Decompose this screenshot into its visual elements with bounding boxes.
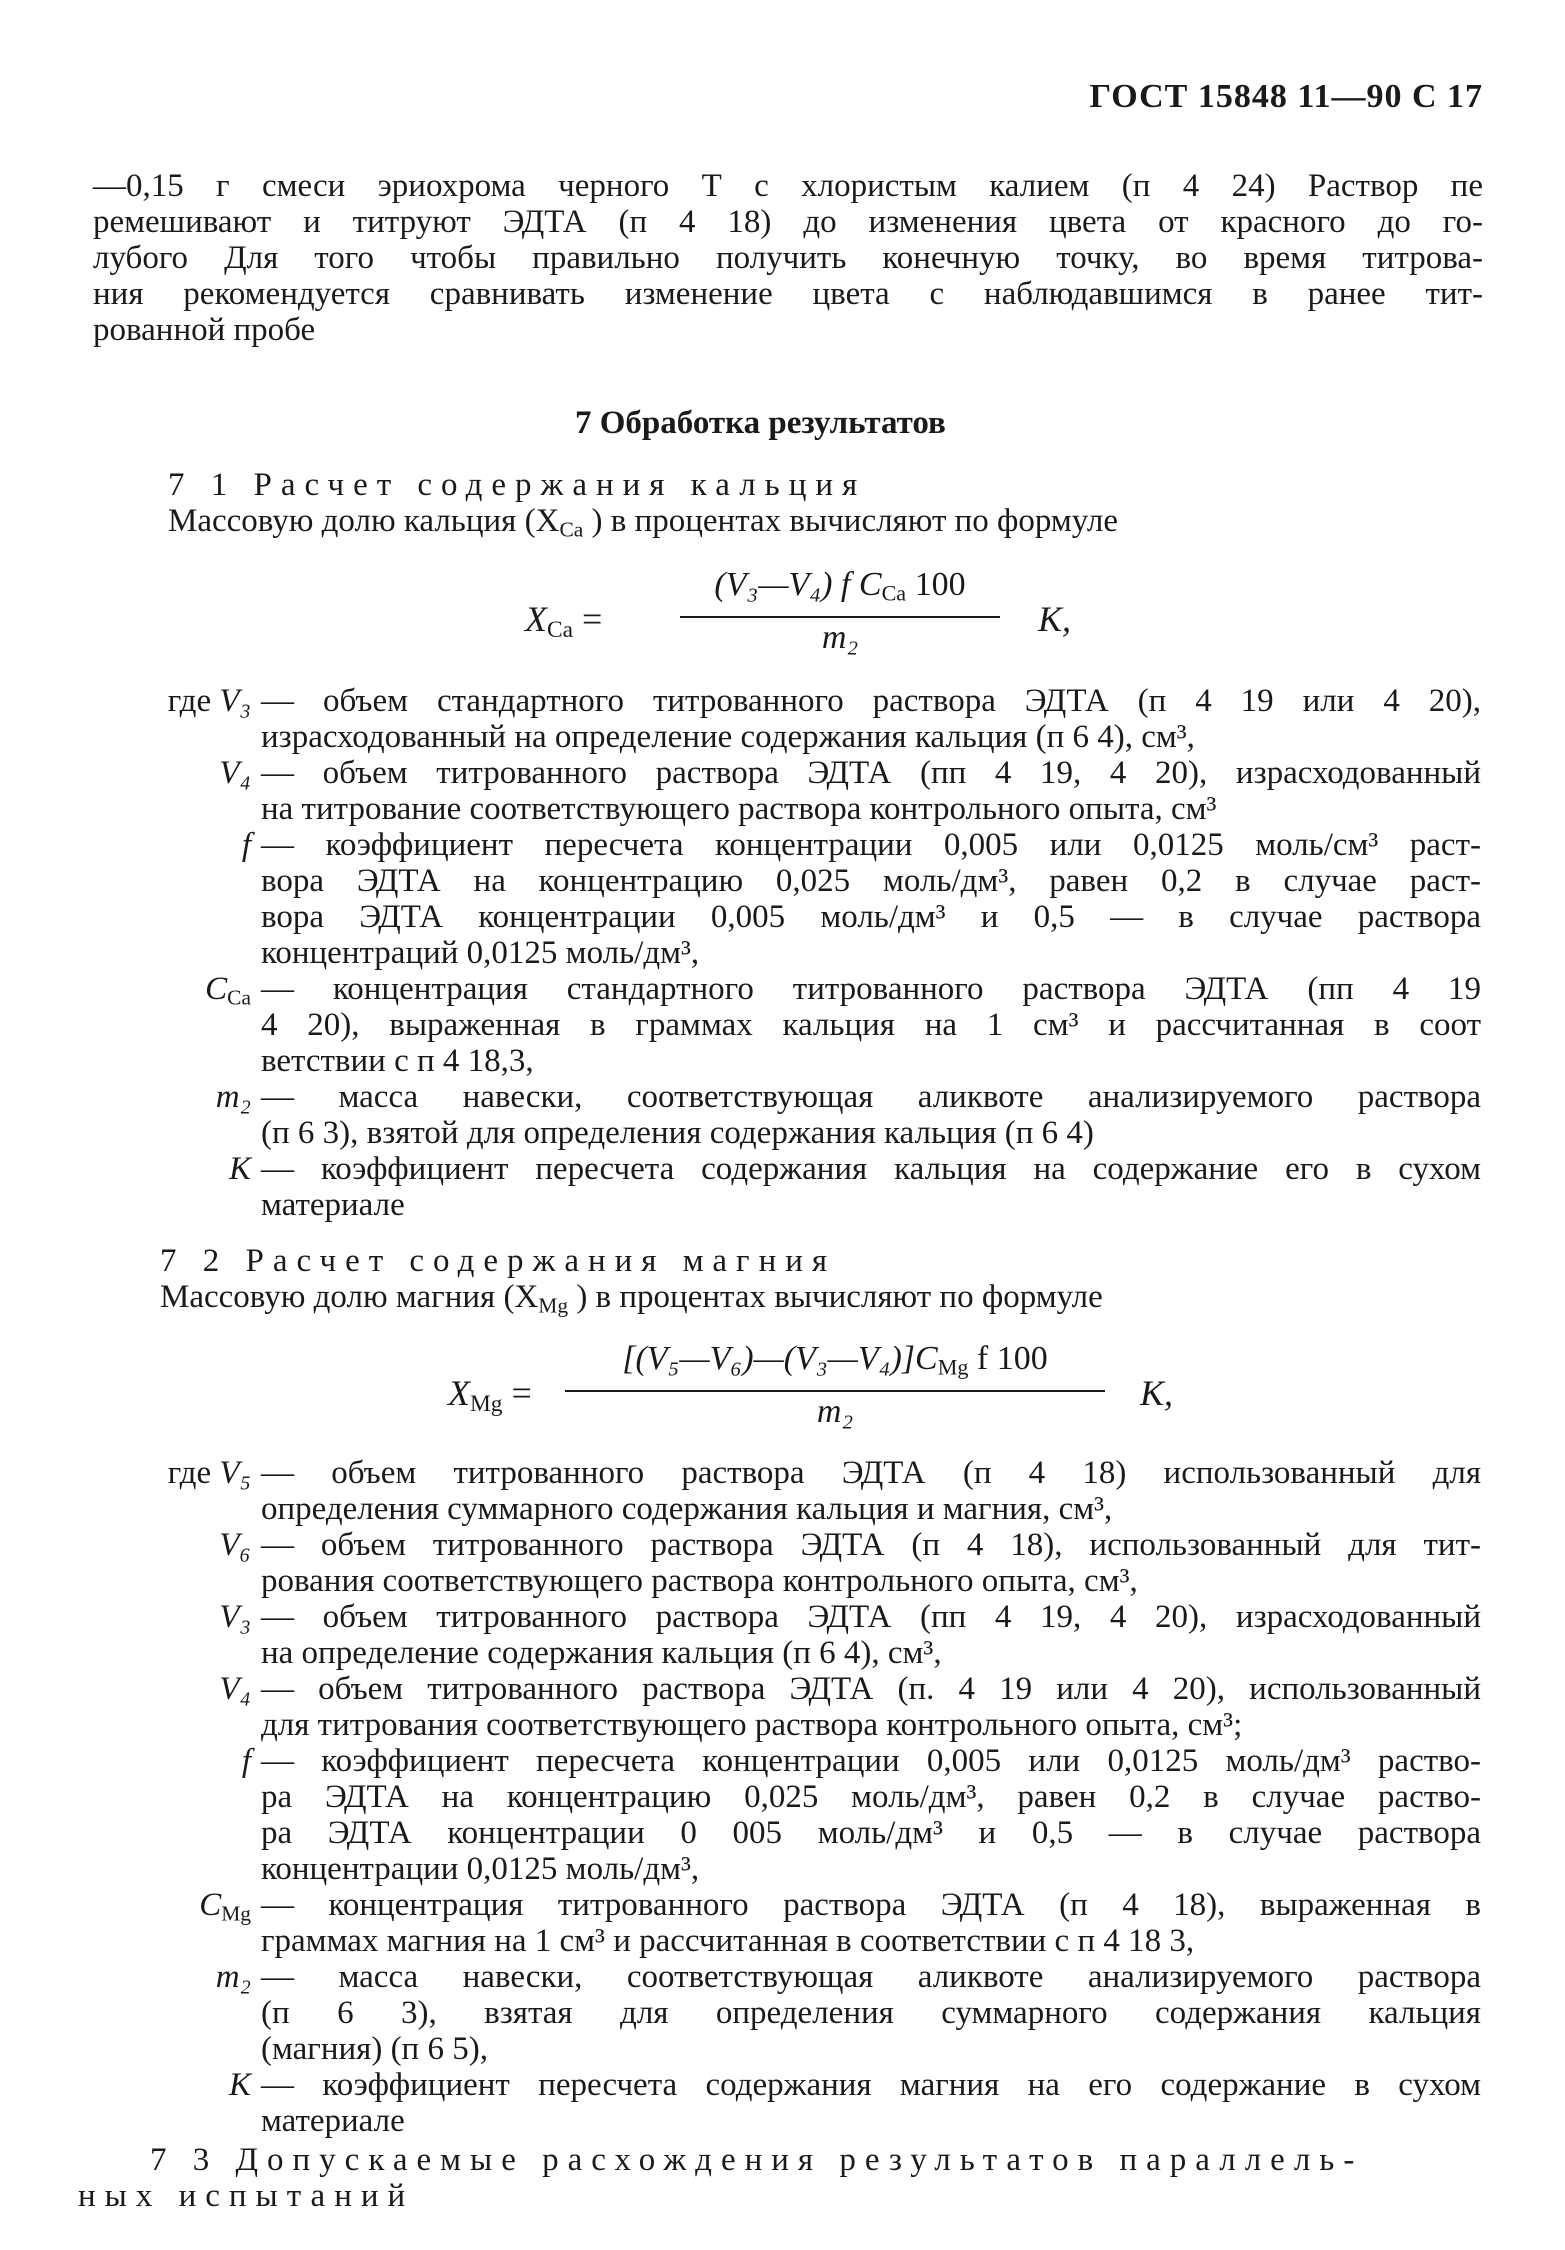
intro-sub: Mg	[538, 1293, 569, 1318]
def-line: израсходованный на определение содержания кальция (п 6 4), см³,	[261, 719, 1195, 755]
definition-row	[86, 2067, 1481, 2139]
num-text: [(V₅—V₆)—(V₃—V₄)]C	[622, 1340, 938, 1377]
def-line: на титрование соответствующего раствора контрольного опыта, см³	[261, 791, 1217, 827]
page-header: ГОСТ 15848 11—90 С 17	[1089, 78, 1483, 115]
definition-row	[86, 1527, 1481, 1599]
def-line: ра ЭДТА концентрации 0 005 моль/дм³ и 0,5 — в случае раствора	[261, 1815, 1481, 1851]
denominator: m₂	[816, 1392, 854, 1430]
intro-end: ) в процентах вычисляют по формуле	[583, 503, 1118, 539]
intro-line: лубого Для того чтобы правильно получить конечную точку, во время титрова-	[93, 240, 1483, 276]
def-symbol: f	[241, 1743, 251, 1779]
definition-row	[86, 827, 1481, 971]
numerator	[680, 563, 1000, 618]
formula-ca-fraction	[680, 563, 1000, 658]
def-line: — масса навески, соответствующая аликвоте анализируемого раствора	[261, 1079, 1481, 1115]
def-symbol: V₅	[219, 1455, 251, 1491]
def-line: — концентрация титрованного раствора ЭДТА (п 4 18), выраженная в	[261, 1887, 1481, 1923]
def-line: — коэффициент пересчета концентрации 0,005 или 0,0125 моль/см³ раст-	[261, 827, 1481, 863]
definitions-mg	[86, 1455, 1481, 2139]
def-symbol: K	[228, 2067, 251, 2103]
def-line: — объем титрованного раствора ЭДТА (п 4 18), использованный для тит-	[261, 1527, 1481, 1563]
num-end: f 100	[968, 1340, 1048, 1377]
intro-end: ) в процентах вычисляют по формуле	[568, 1279, 1103, 1315]
def-symbol: m₂	[215, 1079, 251, 1115]
def-line: (п 6 3), взятой для определения содержания кальция (п 6 4)	[261, 1115, 1094, 1151]
def-line: — объем титрованного раствора ЭДТА (пп 4 19, 4 20), израсходованный	[261, 755, 1481, 791]
def-line: рования соответствующего раствора контрольного опыта, см³,	[261, 1563, 1138, 1599]
section-title: 7 Обработка результатов	[575, 405, 946, 441]
formula-ca-tail: K,	[1038, 599, 1072, 639]
numerator	[565, 1337, 1105, 1392]
definition-row	[86, 1599, 1481, 1671]
def-line: — коэффициент пересчета содержания кальция на содержание его в сухом	[261, 1151, 1481, 1187]
def-symbol: V₃	[219, 683, 251, 719]
num-sub: Ca	[881, 580, 907, 606]
def-prefix: где	[167, 683, 220, 719]
def-symbol: V₄	[219, 755, 251, 791]
def-line: вора ЭДТА концентрации 0,005 моль/дм³ и 0,5 — в случае раствора	[261, 899, 1481, 935]
def-line: ра ЭДТА на концентрацию 0,025 моль/дм³, равен 0,2 в случае раство-	[261, 1779, 1481, 1815]
intro-line: рованной пробе	[93, 312, 316, 348]
definition-row	[86, 683, 1481, 755]
formula-mg-fraction	[565, 1337, 1105, 1432]
def-line: — концентрация стандартного титрованного раствора ЭДТА (пп 4 19	[261, 971, 1481, 1007]
def-symbol: m₂	[215, 1959, 251, 1995]
def-symbol: V₆	[219, 1527, 251, 1563]
def-line: (магния) (п 6 5),	[261, 2031, 488, 2067]
def-line: концентраций 0,0125 моль/дм³,	[261, 935, 700, 971]
lhs-sub: Ca	[547, 616, 573, 643]
def-line: 4 20), выраженная в граммах кальция на 1 см³ и рассчитанная в соот	[261, 1007, 1481, 1043]
def-prefix: где	[167, 1455, 220, 1491]
definition-row	[86, 1151, 1481, 1223]
definition-row: $C_{Ca}$ — концентрация стандартного титрованного раствора ЭДТА (пп 4 19 4 20), выраженная в граммах кальция на 1 см³ и рассчитанная в соот ветствии с п 4 18,3,	[205, 971, 1481, 1079]
def-line: ветствии с п 4 18,3,	[261, 1043, 534, 1079]
definition-row	[86, 1743, 1481, 1887]
formula-intro-ca	[168, 503, 1118, 547]
definition-row: $C_{Mg}$ — концентрация титрованного раствора ЭДТА (п 4 18), выраженная в граммах магния на 1 см³ и рассчитанная в соответствии с п 4 18 3,	[199, 1887, 1481, 1959]
def-line: (п 6 3), взятая для определения суммарного содержания кальция	[261, 1995, 1481, 2031]
formula-mg-tail: K,	[1140, 1373, 1174, 1413]
def-line: определения суммарного содержания кальция и магния, см³,	[261, 1491, 1113, 1527]
intro-line: ремешивают и титруют ЭДТА (п 4 18) до изменения цвета от красного до го-	[93, 204, 1483, 240]
denominator: m₂	[821, 618, 859, 656]
lhs-sub: Mg	[470, 1390, 503, 1417]
lhs: X	[525, 599, 547, 639]
def-line: для титрования соответствующего раствора контрольного опыта, см³;	[261, 1707, 1243, 1743]
formula-intro-mg	[160, 1279, 1103, 1323]
definition-row	[86, 1079, 1481, 1151]
num-sub: Mg	[937, 1354, 969, 1380]
def-line: — объем титрованного раствора ЭДТА (п. 4 19 или 4 20), использованный	[261, 1671, 1481, 1707]
subsection-heading-7-1: 7 1 Расчет содержания кальция	[168, 467, 867, 503]
intro-sub: Ca	[559, 517, 584, 542]
intro-line: ния рекомендуется сравнивать изменение цвета с наблюдавшимся в ранее тит-	[93, 276, 1483, 312]
formula-ca-lhs: $X_{Ca}$ =	[525, 599, 603, 643]
num-text: (V₃—V₄) f C	[714, 566, 882, 603]
intro-text: Массовую долю кальция (X	[168, 503, 560, 539]
def-line: материале	[261, 1187, 405, 1223]
def-symbol: V₃	[219, 1599, 251, 1635]
def-symbol: K	[228, 1151, 251, 1187]
def-line: — масса навески, соответствующая аликвоте анализируемого раствора	[261, 1959, 1481, 1995]
def-line: — коэффициент пересчета содержания магния на его содержание в сухом	[261, 2067, 1481, 2103]
intro-paragraph	[93, 168, 1483, 348]
def-line: вора ЭДТА на концентрацию 0,025 моль/дм³, равен 0,2 в случае раст-	[261, 863, 1481, 899]
definition-row	[86, 1959, 1481, 2067]
def-line: материале	[261, 2103, 405, 2139]
def-symbol: f	[241, 827, 251, 863]
subsection-heading-7-3: 7 3 Допускаемые расхождения результатов параллель-	[150, 2142, 1364, 2178]
def-line: граммах магния на 1 см³ и рассчитанная в соответствии с п 4 18 3,	[261, 1923, 1195, 1959]
formula-mg-lhs: $X_{Mg}$ =	[448, 1373, 532, 1417]
def-line: на определение содержания кальция (п 6 4), см³,	[261, 1635, 942, 1671]
subsection-heading-7-2: 7 2 Расчет содержания магния	[160, 1243, 837, 1279]
definition-row	[86, 1671, 1481, 1743]
definitions-ca	[86, 683, 1481, 1223]
def-line: — объем стандартного титрованного раствора ЭДТА (п 4 19 или 4 20),	[261, 683, 1481, 719]
def-line: — объем титрованного раствора ЭДТА (пп 4 19, 4 20), израсходованный	[261, 1599, 1481, 1635]
def-symbol: V₄	[219, 1671, 251, 1707]
num-end: 100	[906, 566, 966, 603]
def-line: — коэффициент пересчета концентрации 0,005 или 0,0125 моль/дм³ раство-	[261, 1743, 1481, 1779]
definition-row	[86, 1455, 1481, 1527]
definition-row	[86, 755, 1481, 827]
def-line: — объем титрованного раствора ЭДТА (п 4 18) использованный для	[261, 1455, 1481, 1491]
intro-line: —0,15 г смеси эриохрома черного Т с хлористым калием (п 4 24) Раствор пе	[93, 168, 1483, 204]
lhs: X	[448, 1373, 470, 1413]
subsection-heading-7-3-cont: ных испытаний	[78, 2178, 415, 2214]
intro-text: Массовую долю магния (X	[160, 1279, 539, 1315]
def-line: концентрации 0,0125 моль/дм³,	[261, 1851, 700, 1887]
